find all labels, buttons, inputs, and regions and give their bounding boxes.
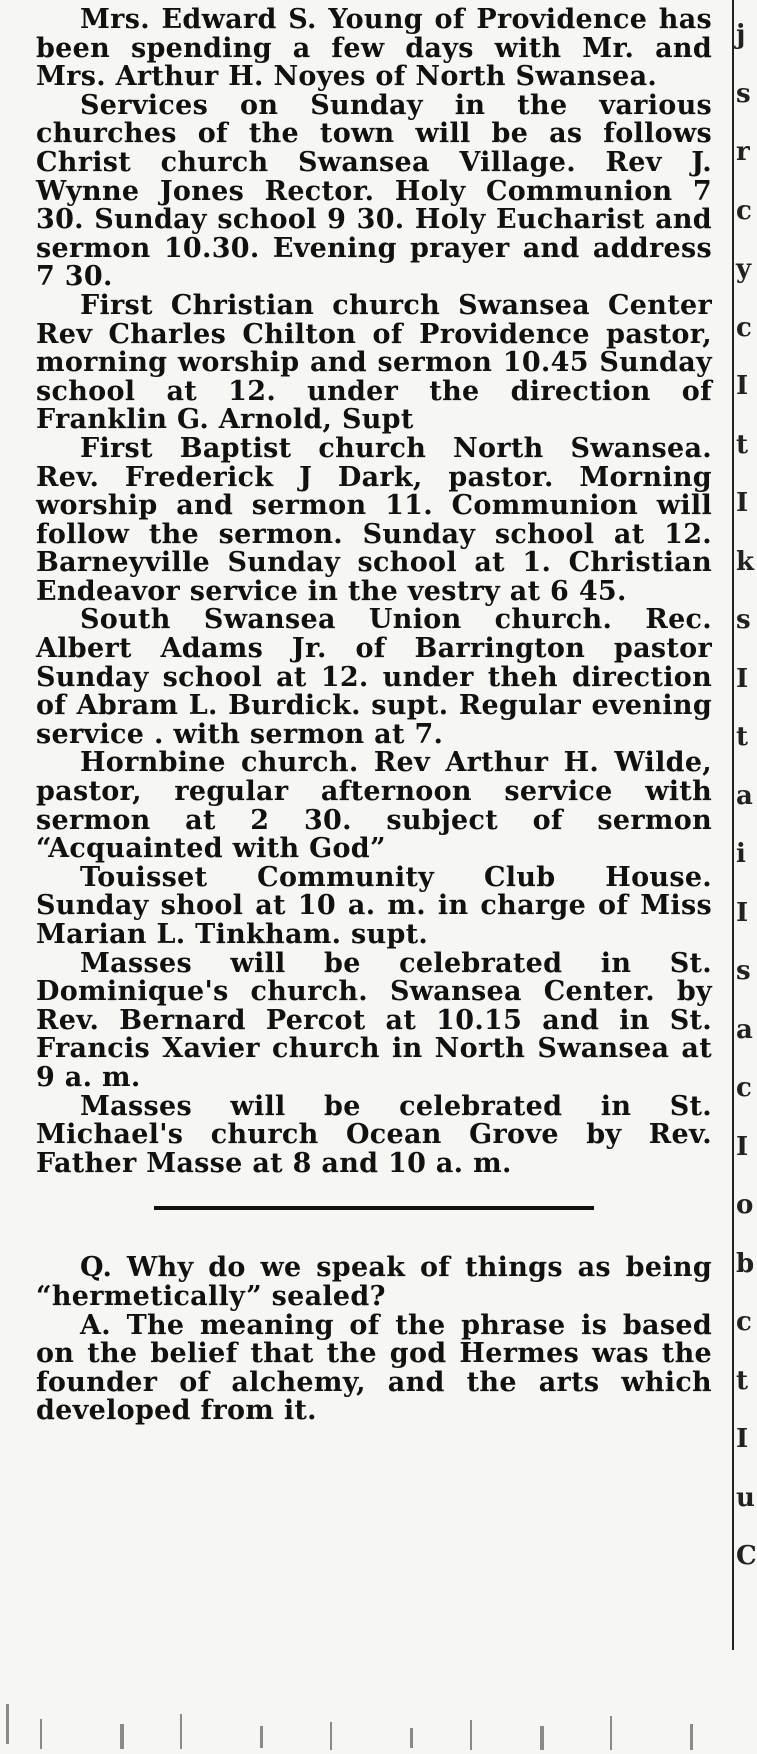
paragraph-hornbine-church: Hornbine church. Rev Arthur H. Wilde, pastor, regular afternoon service with sermon at 2 30. subject of sermon “Acquainted with God” [36,747,712,865]
answer-text: A. The meaning of the phrase is based on the belief that the god Hermes was the founder of alchemy, and the arts which developed from it. [36,1309,712,1427]
adjacent-column-letter: t [736,1365,749,1396]
adjacent-column-letter: c [736,1307,752,1338]
paragraph-first-christian-church: First Christian church Swansea Center Rev Charles Chilton of Providence pastor, morning worship and sermon 10.45 Sunday school at 12. under the direction of Franklin G. Arnold, Supt [36,289,712,436]
adjacent-column-letter: I [736,663,749,694]
paragraph-christ-church: Services on Sunday in the various churches of the town will be as follows Christ church Swansea Village. Rev J. Wynne Jones Rector. Holy Communion 7 30. Sunday school 9 30. Holy Eucharist and sermon 10.30. Evening prayer and address 7 30. [36,89,712,293]
adjacent-column-edge [728,0,757,1754]
adjacent-column-letter: t [736,722,749,753]
question-answer-block [36,1254,712,1426]
paragraph-st-dominique-masses: Masses will be celebrated in St. Dominique's church. Swansea Center. by Rev. Bernard Percot at 10.15 and in St. Francis Xavier church in North Swansea at 9 a. m. [36,947,712,1093]
adjacent-column-letter: c [736,312,752,343]
adjacent-column-letter: c [736,195,752,226]
adjacent-column-letter: i [736,839,746,870]
adjacent-column-letter: t [736,429,749,460]
adjacent-column-letter: I [736,1424,749,1455]
adjacent-column-letter: u [736,1482,755,1513]
adjacent-column-letter: a [736,780,753,811]
print-noise [0,1664,750,1754]
adjacent-column-letter: j [736,20,746,50]
column-divider-line [732,0,734,1650]
paragraph-first-baptist-church: First Baptist church North Swansea. Rev. Frederick J Dark, pastor. Morning worship and sermon 11. Communion will follow the sermon. Sunday school at 12. Barneyville Sunday school at 1. Christian Endeavor service in the vestry at 6 45. [36,432,712,607]
adjacent-column-letter: k [736,546,755,577]
paragraph-young-visit: Mrs. Edward S. Young of Providence has been spending a few days with Mr. and Mrs. Arthur H. Noyes of North Swansea. [36,4,712,93]
adjacent-column-letter: I [736,1131,749,1162]
adjacent-column-letter: b [736,1248,755,1279]
adjacent-column-letter: y [736,254,752,285]
question-text: Q. Why do we speak of things as being “hermetically” sealed? [36,1252,712,1312]
adjacent-column-letter: I [736,371,749,402]
section-divider [154,1206,594,1210]
adjacent-column-letter: s [736,605,751,636]
paragraph-st-michael-masses: Masses will be celebrated in St. Michael's church Ocean Grove by Rev. Father Masse at 8 and 10 a. m. [36,1090,712,1179]
adjacent-column-letter: r [736,137,750,168]
adjacent-column-letter: s [736,956,751,987]
article-column [36,6,712,1746]
paragraph-south-swansea-union-church: South Swansea Union church. Rec. Albert Adams Jr. of Barrington pastor Sunday school at 12. under theh direction of Abram L. Burdick. supt. Regular evening service . with sermon at 7. [36,604,712,750]
adjacent-column-letter: o [736,1190,754,1221]
paragraph-touisset-club-house: Touisset Community Club House. Sunday shool at 10 a. m. in charge of Miss Marian L. Tinkham. supt. [36,861,712,950]
adjacent-column-letter: a [736,1014,753,1045]
adjacent-column-letter: I [736,897,749,928]
adjacent-column-letter: c [736,1073,752,1104]
adjacent-column-letter: C [736,1541,757,1572]
adjacent-column-letter: I [736,488,749,519]
adjacent-column-letter: s [736,78,751,109]
